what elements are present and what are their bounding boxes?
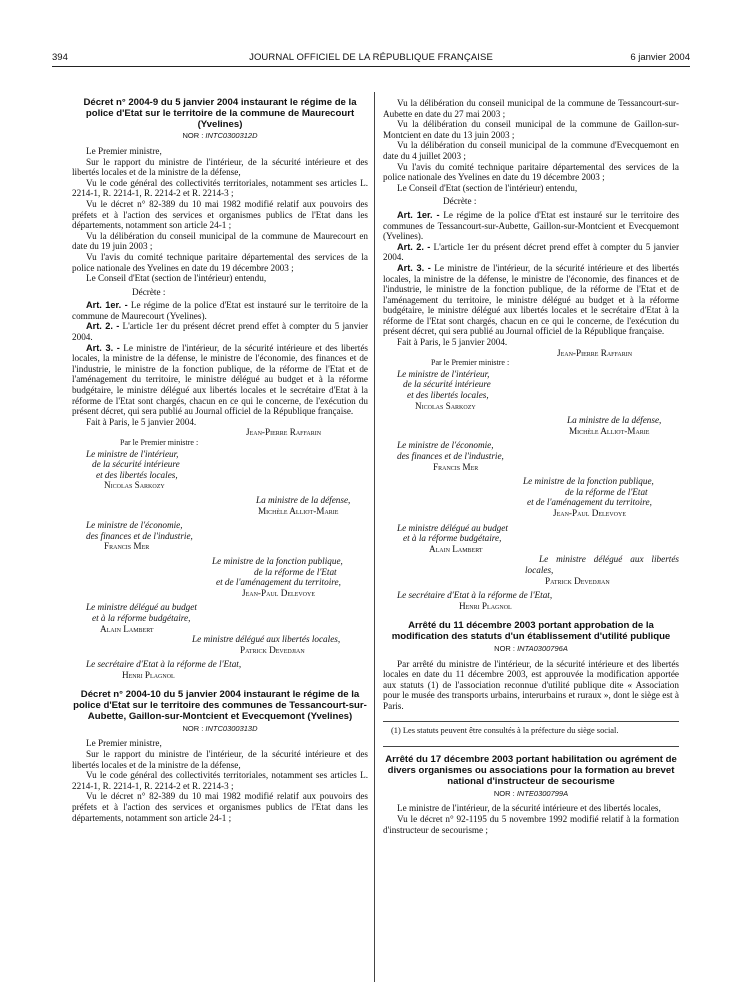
minister-title: Le ministre délégué au budget bbox=[397, 522, 508, 533]
nor-label: NOR : bbox=[493, 788, 515, 798]
decree1-para: Le Premier ministre, bbox=[86, 145, 162, 156]
minister-title: La ministre de la défense, bbox=[256, 494, 351, 505]
decree2-para: Vu la délibération du conseil municipal de la commune de Tessancourt-sur-Aubette en date du 27 mai 2003 ; bbox=[383, 98, 679, 119]
decree1-nor bbox=[72, 131, 368, 142]
decree2-para: Vu la délibération du conseil municipal de la commune de Gaillon-sur-Montcient en date du 13 juin 2003 ; bbox=[383, 119, 679, 140]
minister-title: Le ministre de l'économie, bbox=[86, 520, 183, 531]
minister-title: et à la réforme budgétaire, bbox=[92, 612, 191, 623]
column-divider bbox=[374, 92, 375, 982]
pm-name: Jean-Pierre Raffarin bbox=[557, 347, 633, 358]
nor-code: INTA0300796A bbox=[517, 643, 568, 653]
secretary-name: Henri Plagnol bbox=[459, 600, 512, 611]
article-text: Le régime de la police d'Etat est instauré sur le territoire de la commune de Maurecourt (Yvelines). bbox=[72, 300, 368, 321]
decree2-para: Vu la délibération du conseil municipal de la commune d'Evecquemont en date du 4 juillet 2003 ; bbox=[383, 140, 679, 161]
nor-code: INTE0300799A bbox=[516, 788, 569, 798]
decree2-para: Vu le décret n° 82-389 du 10 mai 1982 modifié relatif aux pouvoirs des préfets et à l'action des services et organismes publics de l'Etat dans les départements, notamment son article 24-1 ; bbox=[72, 791, 368, 823]
secretary-title: Le secrétaire d'Etat à la réforme de l'Etat, bbox=[397, 590, 553, 601]
minister-name: Patrick Devedjian bbox=[240, 644, 305, 655]
article-label: Art. 2. - bbox=[397, 241, 431, 252]
minister-title: des finances et de l'industrie, bbox=[397, 451, 504, 461]
decree2-decrete: Décrète : bbox=[443, 196, 477, 207]
decree1-done: Fait à Paris, le 5 janvier 2004. bbox=[86, 416, 197, 427]
pm-name: Jean-Pierre Raffarin bbox=[246, 427, 322, 438]
decree2-title: Décret n° 2004-10 du 5 janvier 2004 instaurant le régime de la police d'Etat sur le territoire des communes de Tessancourt-sur-Aubette, Gaillon-sur-Montcient et Evecquemont (Yvelines) bbox=[73, 689, 367, 723]
decree1-para: Vu le décret n° 82-389 du 10 mai 1982 modifié relatif aux pouvoirs des préfets et à l'action des services et organismes publics de l'Etat dans les départements, notamment son article 24-1 ; bbox=[72, 198, 368, 231]
decree1-article-1 bbox=[72, 300, 368, 321]
secretary-name: Henri Plagnol bbox=[122, 669, 175, 680]
arrete2-para: Le ministre de l'intérieur, de la sécurité intérieure et des libertés locales, bbox=[397, 803, 661, 814]
journal-title: JOURNAL OFFICIEL DE LA RÉPUBLIQUE FRANÇAISE bbox=[249, 52, 493, 63]
minister-title: de la réforme de l'Etat bbox=[254, 566, 337, 577]
decree2-para: Sur le rapport du ministre de l'intérieur, de la sécurité intérieure et des libertés locales et de la ministre de la défense, bbox=[72, 749, 368, 770]
arrete1-title: Arrêté du 11 décembre 2003 portant approbation de la modification des statuts d'un établissement d'utilité publique bbox=[391, 620, 671, 643]
issue-date: 6 janvier 2004 bbox=[630, 52, 690, 63]
decree1-para: Vu le code général des collectivités territoriales, notamment ses articles L. 2214-1, R. 2214-1, R. 2214-2 et R. 2214-3 ; bbox=[72, 177, 368, 199]
minister-name: Francis Mer bbox=[104, 541, 150, 552]
minister-name: Nicolas Sarkozy bbox=[415, 400, 476, 411]
minister-title: des finances et de l'industrie, bbox=[86, 530, 193, 541]
nor-code: INTC0300313D bbox=[205, 723, 258, 733]
article-text: Le régime de la police d'Etat est instauré sur le territoire des communes de Tessancourt-sur-Aubette, Gaillon-sur-Montcient et Evecquemont (Yvelines). bbox=[383, 209, 680, 242]
minister-name: Alain Lambert bbox=[429, 543, 483, 554]
minister-title: Le ministre de l'intérieur, bbox=[397, 368, 490, 379]
decree2-article-3 bbox=[383, 263, 679, 337]
minister-title: Le ministre délégué au budget bbox=[86, 602, 197, 613]
minister-title: Le ministre délégué aux libertés locales, bbox=[192, 634, 341, 645]
minister-name: Alain Lambert bbox=[100, 623, 154, 634]
minister-title: de la réforme de l'Etat bbox=[565, 486, 648, 497]
decree2-nor bbox=[72, 724, 368, 735]
pm-for: Par le Premier ministre : bbox=[431, 358, 510, 368]
nor-label: NOR : bbox=[182, 131, 204, 141]
minister-name: Michèle Alliot-Marie bbox=[258, 505, 339, 516]
decree1-para: Vu la délibération du conseil municipal de la commune de Maurecourt en date du 19 juin 2003 ; bbox=[72, 230, 368, 252]
decree2-para: Vu l'avis du comité technique paritaire départemental des services de la police nationale des Yvelines en date du 19 décembre 2003 ; bbox=[383, 161, 679, 183]
minister-title: Le ministre de l'intérieur, bbox=[86, 448, 179, 459]
article-text: L'article 1er du présent décret prend effet à compter du 5 janvier 2004. bbox=[72, 321, 369, 343]
decree2-article-2 bbox=[383, 242, 679, 263]
article-text: L'article 1er du présent décret prend effet à compter du 5 janvier 2004. bbox=[383, 241, 680, 263]
minister-title: et de l'aménagement du territoire, bbox=[216, 577, 341, 588]
article-label: Art. 3. - bbox=[397, 262, 431, 273]
minister-title: de la sécurité intérieure bbox=[92, 459, 180, 470]
decree1-para: Sur le rapport du ministre de l'intérieur, de la sécurité intérieure et des libertés locales et de la ministre de la défense, bbox=[72, 156, 368, 178]
minister-title: Le ministre de la fonction publique, bbox=[212, 555, 343, 566]
decree1-decrete: Décrète : bbox=[132, 286, 166, 297]
decree1-article-2 bbox=[72, 321, 368, 342]
minister-title: La ministre de la défense, bbox=[567, 415, 662, 426]
minister-name: Patrick Devedjian bbox=[545, 575, 610, 586]
minister-title: et de l'aménagement du territoire, bbox=[527, 497, 652, 508]
minister-title: de la sécurité intérieure bbox=[403, 379, 491, 390]
arrete1-footnote: (1) Les statuts peuvent être consultés à la préfecture du siège social. bbox=[391, 726, 619, 736]
left-column bbox=[72, 98, 368, 823]
decree2-done: Fait à Paris, le 5 janvier 2004. bbox=[397, 337, 508, 348]
minister-title: et des libertés locales, bbox=[407, 390, 489, 401]
arrete2-nor bbox=[383, 789, 679, 800]
article-text: Le ministre de l'intérieur, de la sécurité intérieure et des libertés locales, la ministre de la défense, le ministre de l'économie, des finances et de l'industrie, le ministre de la fonction publique, de la réforme de l'Etat et de l'aménagement du territoire, le ministre délégué au budget et à la réforme budgétaire, le ministre délégué aux libertés locales et le secrétaire d'Etat à la réforme de l'Etat sont chargés, chacun en ce qui le concerne, de l'exécution du présent décret, qui sera publié au Journal officiel de la République française. bbox=[72, 342, 368, 417]
minister-name: Nicolas Sarkozy bbox=[104, 480, 165, 491]
minister-title: Le ministre de la fonction publique, bbox=[523, 476, 654, 487]
arrete1-text: Par arrêté du ministre de l'intérieur, de la sécurité intérieure et des libertés locales en date du 11 décembre 2003, est approuvée la modification apportée aux statuts (1) de l'association reconnue d'utilité publique dite « Association pour le musée des transports urbains, interurbains et ruraux », dont le siège est à Paris. bbox=[383, 658, 679, 711]
article-label: Art. 3. - bbox=[86, 342, 120, 353]
header-rule bbox=[52, 66, 690, 67]
decree1-signatures bbox=[72, 427, 368, 680]
decree1-title: Décret n° 2004-9 du 5 janvier 2004 instaurant le régime de la police d'Etat sur le territoire de la commune de Maurecourt (Yvelines) bbox=[83, 97, 357, 130]
page-header bbox=[52, 52, 690, 66]
decree1-article-3 bbox=[72, 343, 368, 417]
minister-name: Michèle Alliot-Marie bbox=[569, 425, 650, 436]
nor-label: NOR : bbox=[182, 723, 204, 733]
decree2-signatures bbox=[383, 348, 679, 612]
minister-name: Francis Mer bbox=[433, 461, 479, 472]
right-column bbox=[383, 98, 679, 835]
section-rule bbox=[383, 746, 679, 747]
minister-name: Jean-Paul Delevoye bbox=[553, 507, 626, 518]
decree2-para: Le Premier ministre, bbox=[86, 738, 162, 749]
secretary-title: Le secrétaire d'Etat à la réforme de l'Etat, bbox=[86, 659, 242, 670]
nor-label: NOR : bbox=[494, 643, 515, 653]
article-label: Art. 2. - bbox=[86, 321, 120, 332]
pm-for: Par le Premier ministre : bbox=[120, 438, 199, 448]
arrete1-nor bbox=[383, 644, 679, 655]
arrete2-para: Vu le décret n° 92-1195 du 5 novembre 1992 modifié relatif à la formation d'instructeur de secourisme ; bbox=[383, 814, 679, 835]
decree2-para: Le Conseil d'Etat (section de l'intérieur) entendu, bbox=[397, 182, 578, 193]
decree1-para: Le Conseil d'Etat (section de l'intérieur) entendu, bbox=[86, 273, 267, 284]
minister-title: et à la réforme budgétaire, bbox=[403, 533, 502, 544]
article-label: Art. 1er. - bbox=[397, 209, 440, 220]
article-text: Le ministre de l'intérieur, de la sécurité intérieure et des libertés locales, la ministre de la défense, le ministre de l'économie, des finances et de l'industrie, le ministre de la fonction publique, de la réforme de l'Etat et de l'aménagement du territoire, le ministre délégué au budget et à la réforme budgétaire, le ministre délégué aux libertés locales et le secrétaire d'Etat à la réforme de l'Etat sont chargés, chacun en ce qui le concerne, de l'exécution du présent décret, qui sera publié au Journal officiel de la République française. bbox=[383, 262, 679, 337]
minister-title: Le ministre délégué aux libertés locales, bbox=[525, 554, 679, 575]
nor-code: INTC0300312D bbox=[205, 131, 258, 141]
decree2-para: Vu le code général des collectivités territoriales, notamment ses articles L. 2214-1, R. 2214-1, R. 2214-2 et R. 2214-3 ; bbox=[72, 770, 368, 791]
article-label: Art. 1er. - bbox=[86, 300, 128, 311]
arrete2-title: Arrêté du 17 décembre 2003 portant habilitation ou agrément de divers organismes ou associations pour la formation au brevet national d'instructeur de secourisme bbox=[385, 754, 677, 788]
decree2-article-1 bbox=[383, 210, 679, 242]
minister-name: Jean-Paul Delevoye bbox=[242, 587, 315, 598]
minister-title: et des libertés locales, bbox=[96, 469, 178, 480]
minister-title: Le ministre de l'économie, bbox=[397, 440, 494, 451]
footnote-rule bbox=[383, 721, 679, 722]
page-number: 394 bbox=[52, 52, 68, 63]
decree1-para: Vu l'avis du comité technique paritaire départemental des services de la police nationale des Yvelines en date du 19 décembre 2003 ; bbox=[72, 251, 368, 273]
